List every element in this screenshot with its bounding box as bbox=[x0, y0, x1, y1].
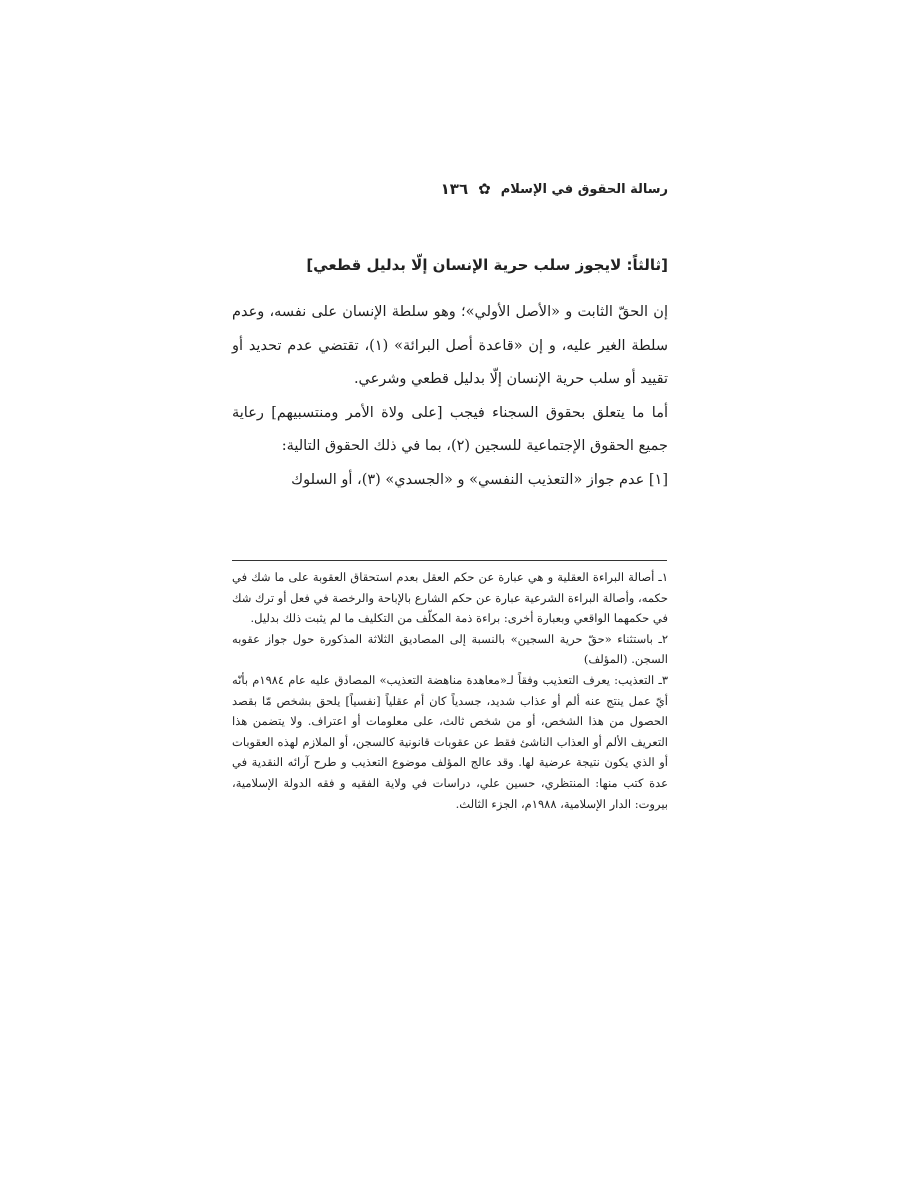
page-number: ١٣٦ bbox=[440, 180, 469, 198]
flower-ornament-icon: ✿ bbox=[478, 180, 491, 198]
footnote-3: ٣ـ التعذيب: يعرف التعذيب وفقاً لـ«معاهدة مناهضة التعذيب» المصادق عليه عام ١٩٨٤م بأنّه أيّ عمل ينتج عنه ألم أو عذاب شديد، جسدياً كان أم عقلياً [نفسياً] يلحق بشخص مّا بقصد الحصول من هذا الشخص، أو من شخص ثالث، على معلومات أو اعتراف. ولا يتضمن هذا التعريف الألم أو العذاب الناشئ فقط عن عقوبات قانونية كالسجن، أو الملازم لهذه العقوبات أو الذي يكون نتيجة عرضية لها. وقد عالج المؤلف موضوع التعذيب و طرح آرائه النقدية في عدة كتب منها: المنتظري، حسين علي، دراسات في ولاية الفقيه و فقه الدولة الإسلامية، بيروت: الدار الإسلامية، ١٩٨٨م، الجزء الثالث. bbox=[232, 672, 668, 811]
running-header bbox=[441, 180, 668, 198]
body-paragraph: أما ما يتعلق بحقوق السجناء فيجب [على ولاة الأمر ومنتسبيهم] رعاية جميع الحقوق الإجتماعية للسجين (٢)، بما في ذلك الحقوق التالية: bbox=[232, 404, 668, 454]
body-paragraph: [١] عدم جواز «التعذيب النفسي» و «الجسدي» (٣)، أو السلوك bbox=[291, 471, 668, 488]
footnotes bbox=[232, 567, 668, 814]
section-heading: [ثالثاً: لايجوز سلب حرية الإنسان إلّا بدليل قطعي] bbox=[306, 256, 668, 274]
footnote-1: ١ـ أصالة البراءة العقلية و هي عبارة عن حكم العقل بعدم استحقاق العقوبة على ما شك في حكمه، وأصالة البراءة الشرعية عبارة عن حكم الشارع بالإباحة والرخصة في فعل أو ترك شك في حكمهما الواقعي وبعبارة أخرى: براءة ذمة المكلّف من التكليف ما لم يثبت ذلك بدليل. bbox=[232, 570, 668, 626]
body-text bbox=[232, 296, 668, 497]
book-title: رسالة الحقوق في الإسلام bbox=[500, 181, 668, 197]
footnote-divider bbox=[232, 560, 667, 561]
footnote-2: ٢ـ باستثناء «حقّ حرية السجين» بالنسبة إلى المصاديق الثلاثة المذكورة حول جواز عقوبه السجن. (المؤلف) bbox=[232, 631, 668, 667]
body-paragraph: إن الحقّ الثابت و «الأصل الأولي»؛ وهو سلطة الإنسان على نفسه، وعدم سلطة الغير عليه، و إن «قاعدة أصل البرائة» (١)، تقتضي عدم تحديد أو تقييد أو سلب حرية الإنسان إلّا بدليل قطعي وشرعي. bbox=[232, 304, 668, 387]
